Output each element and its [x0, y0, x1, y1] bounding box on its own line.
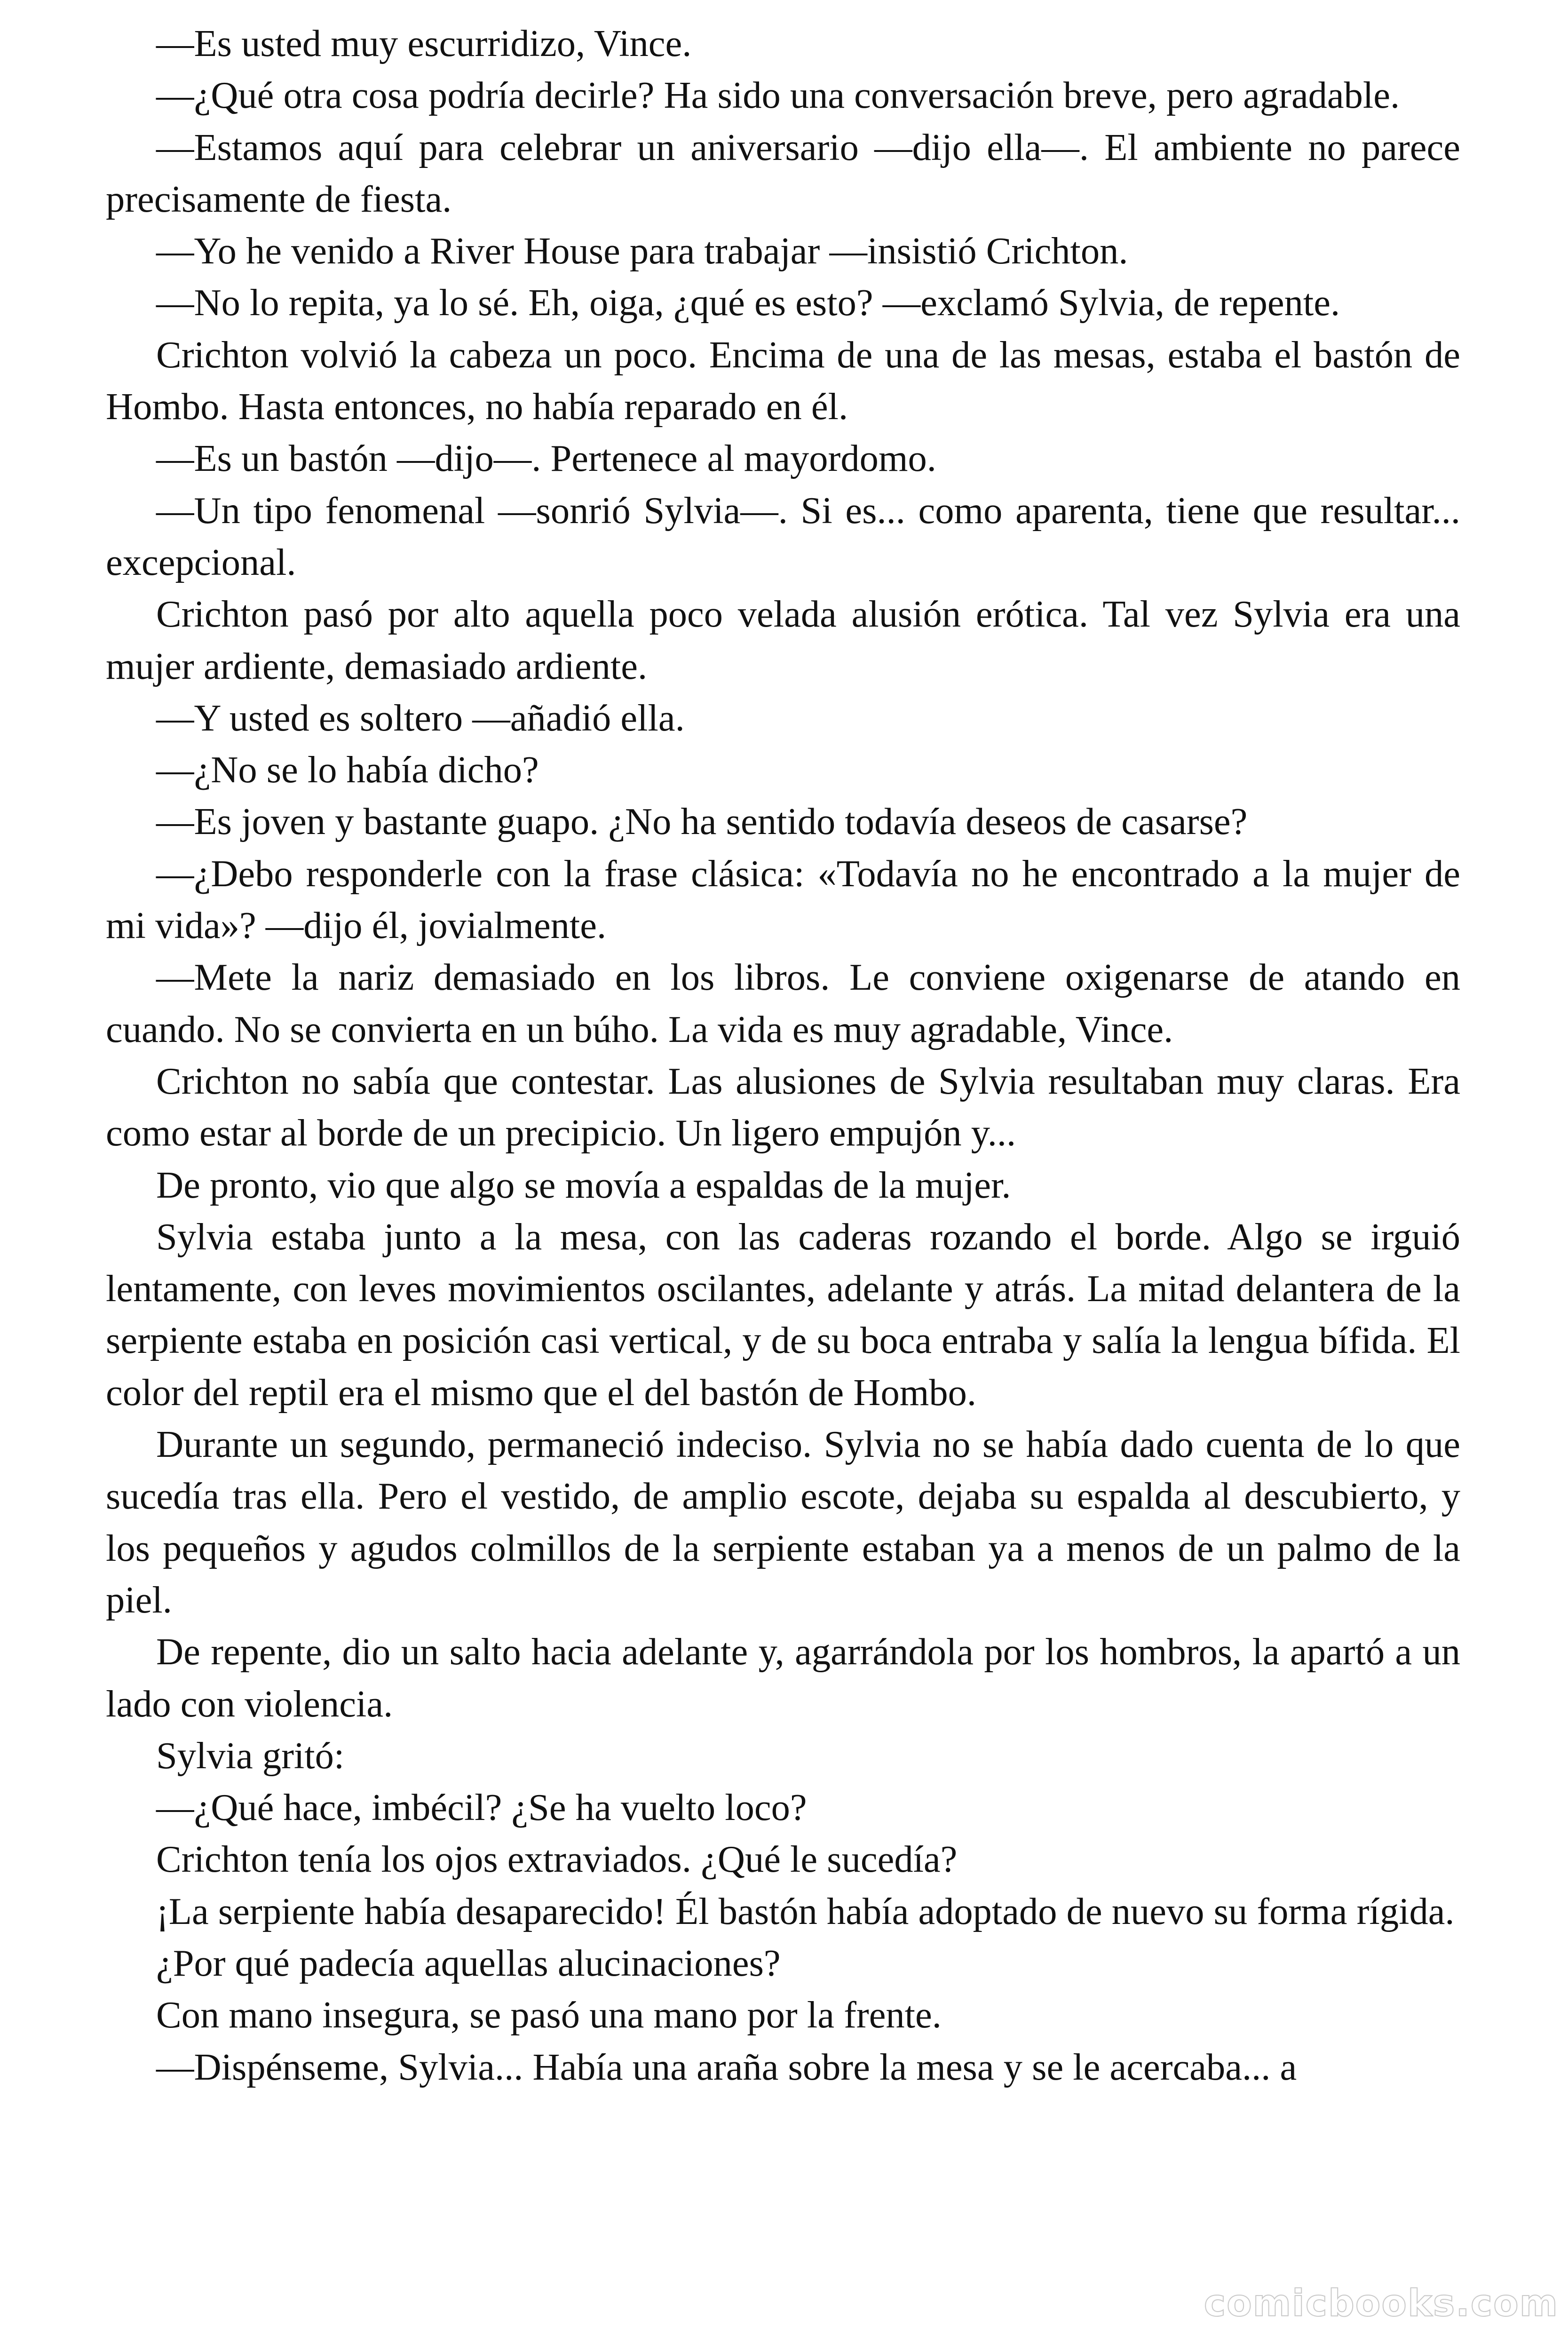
paragraph: —Es joven y bastante guapo. ¿No ha sentido todavía deseos de casarse?	[156, 801, 1248, 843]
paragraph: Crichton tenía los ojos extraviados. ¿Qué le sucedía?	[156, 1838, 958, 1881]
paragraph: Crichton pasó por alto aquella poco velada alusión erótica. Tal vez Sylvia era una mujer ardiente, demasiado ardiente.	[106, 593, 1460, 687]
paragraph: Crichton volvió la cabeza un poco. Encima de una de las mesas, estaba el bastón de Hombo. Hasta entonces, no había reparado en él.	[106, 334, 1460, 428]
paragraph: Sylvia gritó:	[156, 1734, 345, 1777]
paragraph: De pronto, vio que algo se movía a espaldas de la mujer.	[156, 1164, 1011, 1206]
paragraph: —Un tipo fenomenal —sonrió Sylvia—. Si es... como aparenta, tiene que resultar... excepcional.	[106, 489, 1460, 583]
watermark: comicbooks.com	[1204, 2282, 1559, 2325]
paragraph: —¿No se lo había dicho?	[156, 749, 539, 791]
paragraph: ¿Por qué padecía aquellas alucinaciones?	[156, 1942, 781, 1984]
paragraph: —Es usted muy escurridizo, Vince.	[156, 23, 692, 64]
paragraph: —¿Qué hace, imbécil? ¿Se ha vuelto loco?	[156, 1787, 807, 1829]
paragraph: —Y usted es soltero —añadió ella.	[156, 697, 685, 739]
paragraph: Crichton no sabía que contestar. Las alusiones de Sylvia resultaban muy claras. Era como estar al borde de un precipicio. Un ligero empujón y...	[106, 1060, 1460, 1154]
paragraph: —Mete la nariz demasiado en los libros. Le conviene oxigenarse de atando en cuando. No se convierta en un búho. La vida es muy agradable, Vince.	[106, 956, 1460, 1050]
paragraph: Sylvia estaba junto a la mesa, con las caderas rozando el borde. Algo se irguió lentamente, con leves movimientos oscilantes, adelante y atrás. La mitad delantera de la serpiente estaba en posición casi vertical, y de su boca entraba y salía la lengua bífida. El color del reptil era el mismo que el del bastón de Hombo.	[106, 1216, 1460, 1414]
paragraph: —Yo he venido a River House para trabajar —insistió Crichton.	[156, 230, 1128, 272]
paragraph: —No lo repita, ya lo sé. Eh, oiga, ¿qué es esto? —exclamó Sylvia, de repente.	[156, 282, 1340, 324]
paragraph: —¿Qué otra cosa podría decirle? Ha sido una conversación breve, pero agradable.	[156, 74, 1400, 117]
paragraph: —¿Debo responderle con la frase clásica: «Todavía no he encontrado a la mujer de mi vida»? —dijo él, jovialmente.	[106, 852, 1460, 947]
paragraph: —Estamos aquí para celebrar un aniversario —dijo ella—. El ambiente no parece precisamente de fiesta.	[106, 126, 1460, 220]
paragraph: Durante un segundo, permaneció indeciso. Sylvia no se había dado cuenta de lo que sucedía tras ella. Pero el vestido, de amplio escote, dejaba su espalda al descubierto, y los pequeños y agudos colmillos de la serpiente estaban ya a menos de un palmo de la piel.	[106, 1423, 1460, 1621]
paragraph: De repente, dio un salto hacia adelante y, agarrándola por los hombros, la apartó a un lado con violencia.	[106, 1631, 1460, 1725]
page-text	[106, 18, 1460, 2323]
paragraph: —Dispénseme, Sylvia... Había una araña sobre la mesa y se le acercaba... a	[156, 2046, 1297, 2088]
paragraph: —Es un bastón —dijo—. Pertenece al mayordomo.	[156, 437, 936, 480]
paragraph: ¡La serpiente había desaparecido! Él bastón había adoptado de nuevo su forma rígida.	[156, 1890, 1455, 1932]
paragraph: Con mano insegura, se pasó una mano por la frente.	[156, 1994, 942, 2036]
